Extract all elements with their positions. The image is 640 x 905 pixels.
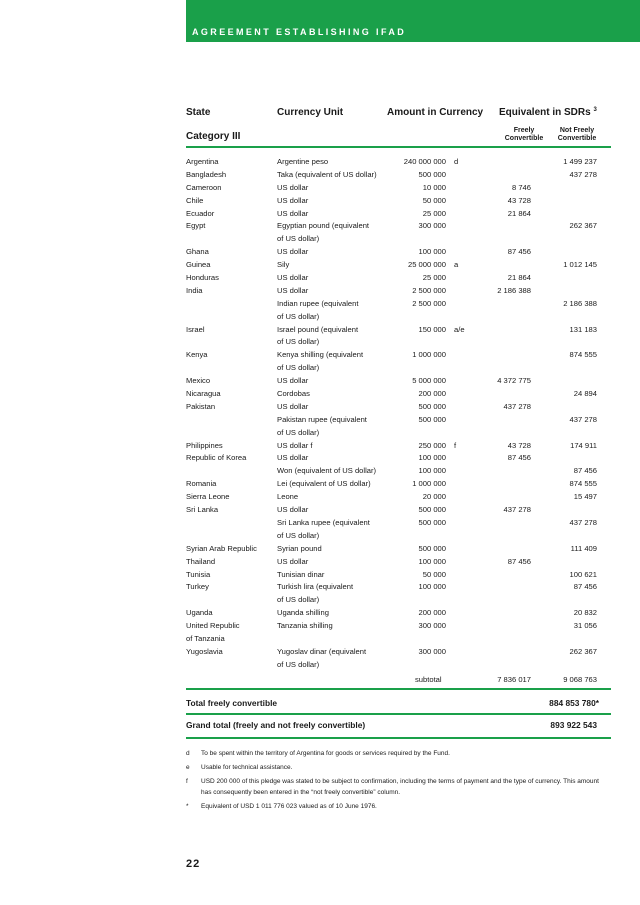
- cell-freely-convertible: 437 278: [503, 401, 531, 411]
- table-row: [186, 362, 611, 375]
- table-row: [186, 195, 611, 208]
- cell-amount: 1 000 000: [412, 350, 446, 360]
- table-row: [186, 504, 611, 517]
- cell-not-freely-convertible: 111 409: [570, 543, 597, 553]
- cell-amount: 200 000: [418, 389, 446, 399]
- column-header-amount: Amount in Currency: [387, 107, 484, 118]
- banner-title: AGREEMENT ESTABLISHING IFAD: [192, 27, 407, 37]
- table-row: [186, 220, 611, 233]
- cell-freely-convertible: 43 728: [507, 440, 531, 450]
- cell-not-freely-convertible: 874 555: [569, 479, 597, 489]
- cell-freely-convertible: 87 456: [507, 247, 531, 257]
- cell-amount: 300 000: [418, 621, 446, 631]
- cell-amount: 300 000: [418, 221, 446, 231]
- footnote-text: To be spent within the territory of Argentina for goods or services required by the Fund.: [201, 750, 450, 757]
- total-freely-value: 884 853 780*: [549, 698, 599, 708]
- table-row: [186, 156, 611, 169]
- cell-currency-unit: of US dollar): [277, 363, 320, 373]
- cell-currency-unit: US dollar: [277, 195, 309, 205]
- table-row: [186, 543, 611, 556]
- cell-state: Chile: [186, 195, 204, 205]
- cell-state: Bangladesh: [186, 169, 227, 179]
- cell-note: d: [454, 157, 459, 166]
- cell-not-freely-convertible: 24 894: [573, 389, 597, 399]
- subheader-freely-convertible: Freely Convertible: [504, 127, 544, 142]
- cell-currency-unit: US dollar: [277, 453, 309, 463]
- table-header: [186, 107, 611, 121]
- cell-not-freely-convertible: 131 183: [569, 324, 597, 334]
- cell-not-freely-convertible: 874 555: [569, 350, 597, 360]
- header-banner: [186, 0, 640, 42]
- table-row: [186, 620, 611, 633]
- grand-total-row: [186, 719, 611, 732]
- cell-state: Israel: [186, 324, 205, 334]
- subtotal-freely: 7 836 017: [497, 675, 531, 684]
- subheader-not-freely-convertible: Not Freely Convertible: [557, 127, 597, 142]
- cell-note: f: [454, 440, 457, 450]
- table-row: [186, 285, 611, 298]
- cell-not-freely-convertible: 15 497: [573, 492, 597, 502]
- cell-state: Argentina: [186, 157, 219, 166]
- table-row: [186, 556, 611, 569]
- table-row: [186, 336, 611, 349]
- cell-not-freely-convertible: 1 499 237: [563, 157, 597, 166]
- cell-amount: 2 500 000: [412, 285, 446, 295]
- cell-amount: 25 000 000: [407, 260, 446, 270]
- cell-not-freely-convertible: 20 832: [573, 608, 597, 618]
- cell-currency-unit: US dollar: [277, 376, 309, 386]
- cell-state: Ghana: [186, 247, 209, 257]
- cell-state: Ecuador: [186, 208, 215, 218]
- column-header-currency-unit: Currency Unit: [277, 107, 344, 118]
- table-row: [186, 272, 611, 285]
- total-divider: [186, 713, 611, 715]
- cell-not-freely-convertible: 87 456: [573, 582, 597, 592]
- footnote-key: f: [186, 778, 188, 785]
- cell-currency-unit: US dollar: [277, 247, 309, 257]
- cell-currency-unit: of US dollar): [277, 427, 320, 437]
- table-row: [186, 440, 611, 453]
- cell-currency-unit: US dollar: [277, 208, 309, 218]
- cell-amount: 500 000: [418, 169, 446, 179]
- cell-freely-convertible: 43 728: [507, 195, 531, 205]
- table-row: [186, 208, 611, 221]
- cell-state: Sri Lanka: [186, 505, 219, 515]
- page-number: 22: [186, 858, 201, 870]
- cell-freely-convertible: 87 456: [507, 453, 531, 463]
- cell-currency-unit: US dollar: [277, 556, 309, 566]
- cell-state: Sierra Leone: [186, 492, 230, 502]
- cell-state: Syrian Arab Republic: [186, 543, 257, 553]
- table-row: [186, 594, 611, 607]
- table-row: [186, 246, 611, 259]
- cell-not-freely-convertible: 437 278: [569, 414, 597, 424]
- cell-amount: 500 000: [418, 401, 446, 411]
- cell-currency-unit: Israel pound (equivalent: [277, 324, 359, 334]
- cell-currency-unit: of US dollar): [277, 530, 320, 540]
- cell-currency-unit: Leone: [277, 492, 299, 502]
- column-header-superscript: 3: [593, 107, 597, 113]
- grand-total-value: 893 922 543: [550, 720, 597, 730]
- cell-currency-unit: US dollar f: [277, 440, 313, 450]
- cell-currency-unit: Tanzania shilling: [277, 621, 333, 631]
- cell-not-freely-convertible: 2 186 388: [563, 298, 597, 308]
- cell-amount: 5 000 000: [412, 376, 446, 386]
- footnote-text: USD 200 000 of this pledge was stated to be subject to confirmation, including the terms of payment and the type of currency. This amount has consequently been entered in the “not freely convertible” column.: [201, 778, 599, 796]
- subtotal-label: subtotal: [415, 675, 442, 684]
- category-header: [186, 127, 611, 145]
- grand-total-divider: [186, 737, 611, 739]
- cell-amount: 100 000: [418, 466, 446, 476]
- cell-not-freely-convertible: 1 012 145: [563, 260, 597, 270]
- footnote-text: Usable for technical assistance.: [201, 764, 293, 771]
- category-title: Category III: [186, 131, 241, 142]
- total-freely-row: [186, 697, 611, 710]
- footnotes: [186, 748, 611, 815]
- cell-amount: 100 000: [418, 582, 446, 592]
- cell-not-freely-convertible: 262 367: [569, 221, 597, 231]
- cell-currency-unit: Won (equivalent of US dollar): [277, 466, 377, 476]
- cell-currency-unit: US dollar: [277, 505, 309, 515]
- cell-currency-unit: Indian rupee (equivalent: [277, 298, 359, 308]
- cell-amount: 500 000: [418, 543, 446, 553]
- cell-currency-unit: Kenya shilling (equivalent: [277, 350, 364, 360]
- header-divider: [186, 146, 611, 148]
- table-row: [186, 452, 611, 465]
- table-row: [186, 478, 611, 491]
- cell-amount: 500 000: [418, 517, 446, 527]
- grand-total-label: Grand total (freely and not freely convertible): [186, 720, 366, 730]
- cell-currency-unit: of US dollar): [277, 311, 320, 321]
- subtotal-row: [186, 673, 611, 686]
- cell-amount: 20 000: [422, 492, 446, 502]
- cell-state: of Tanzania: [186, 633, 225, 643]
- cell-currency-unit: Lei (equivalent of US dollar): [277, 479, 371, 489]
- cell-not-freely-convertible: 262 367: [569, 646, 597, 656]
- table-row: [186, 182, 611, 195]
- cell-amount: 50 000: [422, 569, 446, 579]
- table-row: [186, 401, 611, 414]
- cell-currency-unit: of US dollar): [277, 595, 320, 605]
- cell-freely-convertible: 21 864: [507, 273, 531, 283]
- cell-currency-unit: Syrian pound: [277, 543, 322, 553]
- cell-state: India: [186, 285, 203, 295]
- table-row: [186, 530, 611, 543]
- cell-currency-unit: US dollar: [277, 273, 309, 283]
- table-row: [186, 581, 611, 594]
- cell-currency-unit: Tunisian dinar: [277, 569, 325, 579]
- footnote: [186, 748, 611, 759]
- cell-state: Pakistan: [186, 401, 216, 411]
- column-header-state: State: [186, 107, 211, 118]
- cell-not-freely-convertible: 87 456: [573, 466, 597, 476]
- cell-state: Tunisia: [186, 569, 211, 579]
- contributions-table-body: [186, 156, 611, 672]
- column-header-equivalent: Equivalent in SDRs $^3$: [499, 107, 597, 118]
- cell-state: Nicaragua: [186, 389, 221, 399]
- cell-amount: 100 000: [418, 247, 446, 257]
- cell-currency-unit: Argentine peso: [277, 157, 329, 166]
- cell-amount: 25 000: [422, 208, 446, 218]
- table-row: [186, 233, 611, 246]
- cell-currency-unit: of US dollar): [277, 659, 320, 669]
- cell-currency-unit: US dollar: [277, 401, 309, 411]
- cell-state: Uganda: [186, 608, 213, 618]
- cell-currency-unit: of US dollar): [277, 337, 320, 347]
- cell-currency-unit: US dollar: [277, 285, 309, 295]
- table-row: [186, 569, 611, 582]
- cell-currency-unit: Cordobas: [277, 389, 310, 399]
- cell-freely-convertible: 4 372 775: [497, 376, 531, 386]
- cell-state: Yugoslavia: [186, 646, 223, 656]
- table-row: [186, 414, 611, 427]
- cell-currency-unit: Egyptian pound (equivalent: [277, 221, 370, 231]
- cell-currency-unit: Taka (equivalent of US dollar): [277, 169, 377, 179]
- subtotal-not-freely: 9 068 763: [563, 675, 597, 684]
- cell-freely-convertible: 2 186 388: [497, 285, 531, 295]
- cell-amount: 200 000: [418, 608, 446, 618]
- footnote-key: *: [186, 803, 189, 810]
- table-row: [186, 517, 611, 530]
- table-row: [186, 324, 611, 337]
- cell-state: Philippines: [186, 440, 223, 450]
- table-row: [186, 633, 611, 646]
- cell-note: a: [454, 260, 459, 270]
- cell-amount: 10 000: [422, 182, 446, 192]
- cell-currency-unit: Sri Lanka rupee (equivalent: [277, 517, 370, 527]
- footnote: [186, 801, 611, 812]
- cell-not-freely-convertible: 100 621: [569, 569, 597, 579]
- footnote-key: e: [186, 764, 190, 771]
- cell-currency-unit: Sily: [277, 260, 290, 270]
- cell-freely-convertible: 21 864: [507, 208, 531, 218]
- cell-amount: 1 000 000: [412, 479, 446, 489]
- footnote: [186, 762, 611, 773]
- cell-currency-unit: Yugoslav dinar (equivalent: [277, 646, 367, 656]
- cell-currency-unit: US dollar: [277, 182, 309, 192]
- cell-currency-unit: Uganda shilling: [277, 608, 329, 618]
- cell-state: Mexico: [186, 376, 211, 386]
- cell-state: Kenya: [186, 350, 208, 360]
- cell-not-freely-convertible: 174 911: [570, 440, 597, 450]
- table-row: [186, 427, 611, 440]
- cell-amount: 100 000: [418, 453, 446, 463]
- cell-state: United Republic: [186, 621, 240, 631]
- cell-state: Egypt: [186, 221, 206, 231]
- table-row: [186, 259, 611, 272]
- cell-state: Republic of Korea: [186, 453, 247, 463]
- cell-state: Turkey: [186, 582, 209, 592]
- cell-not-freely-convertible: 31 056: [573, 621, 597, 631]
- cell-amount: 50 000: [422, 195, 446, 205]
- cell-amount: 500 000: [418, 414, 446, 424]
- table-row: [186, 607, 611, 620]
- table-row: [186, 311, 611, 324]
- footnote-key: d: [186, 750, 190, 757]
- cell-currency-unit: of US dollar): [277, 234, 320, 244]
- table-row: [186, 349, 611, 362]
- cell-freely-convertible: 8 746: [511, 182, 531, 192]
- cell-currency-unit: Turkish lira (equivalent: [277, 582, 354, 592]
- cell-freely-convertible: 437 278: [503, 505, 531, 515]
- cell-state: Romania: [186, 479, 217, 489]
- total-freely-label: Total freely convertible: [186, 698, 278, 708]
- cell-state: Guinea: [186, 260, 211, 270]
- cell-currency-unit: Pakistan rupee (equivalent: [277, 414, 367, 424]
- cell-not-freely-convertible: 437 278: [569, 517, 597, 527]
- table-row: [186, 375, 611, 388]
- cell-amount: 250 000: [418, 440, 446, 450]
- cell-state: Cameroon: [186, 182, 222, 192]
- table-row: [186, 646, 611, 659]
- table-row: [186, 388, 611, 401]
- footnote: [186, 776, 611, 798]
- cell-amount: 300 000: [418, 646, 446, 656]
- table-row: [186, 491, 611, 504]
- cell-amount: 100 000: [418, 556, 446, 566]
- table-row: [186, 169, 611, 182]
- table-row: [186, 298, 611, 311]
- table-row: [186, 659, 611, 672]
- cell-not-freely-convertible: 437 278: [569, 169, 597, 179]
- footnote-text: Equivalent of USD 1 011 776 023 valued as of 10 June 1976.: [201, 803, 377, 810]
- cell-amount: 500 000: [418, 505, 446, 515]
- cell-note: a/e: [454, 324, 465, 334]
- table-row: [186, 465, 611, 478]
- cell-amount: 150 000: [418, 324, 446, 334]
- subtotal-divider: [186, 688, 611, 690]
- cell-amount: 2 500 000: [412, 298, 446, 308]
- cell-amount: 25 000: [422, 273, 446, 283]
- cell-freely-convertible: 87 456: [507, 556, 531, 566]
- cell-state: Thailand: [186, 556, 216, 566]
- cell-amount: 240 000 000: [403, 157, 446, 166]
- cell-state: Honduras: [186, 273, 219, 283]
